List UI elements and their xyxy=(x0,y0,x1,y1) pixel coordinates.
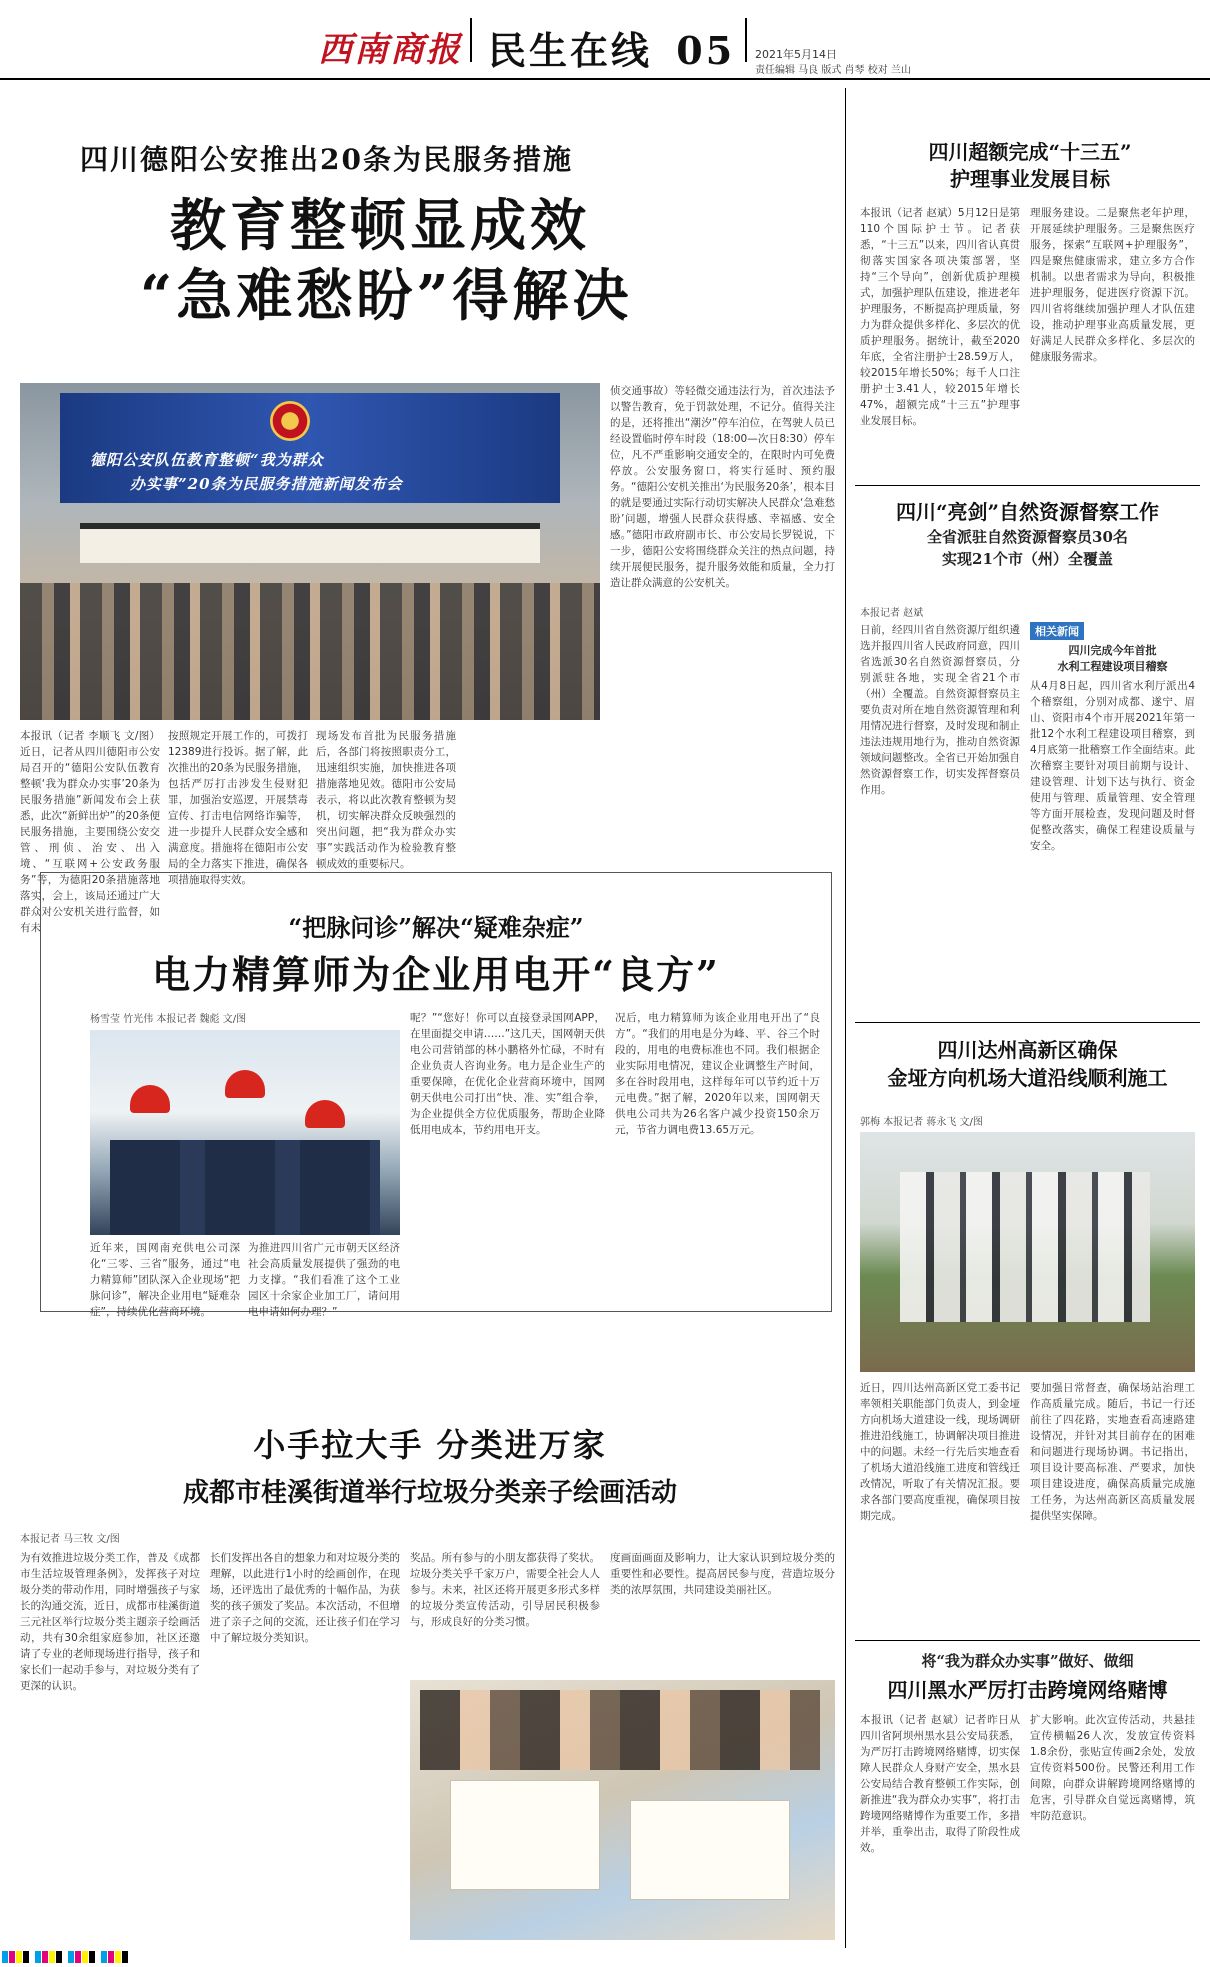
power-body-col1: 近年来，国网南充供电公司深化“三零、三省”服务，通过“电力精算师”团队深入企业现场“把脉问诊”，解决企业用电“疑难杂症”，持续优化营商环境。 xyxy=(90,1242,240,1318)
masthead-divider xyxy=(470,18,472,62)
power-headline: 电力精算师为企业用电开“良方” xyxy=(152,952,720,997)
hardhat-2-icon xyxy=(225,1070,265,1098)
nursing-headline-1: 四川超额完成“十三五” xyxy=(928,140,1132,164)
kids-body-col2: 长们发挥出各自的想象力和对垃圾分类的理解，以此进行1小时的绘画创作，在现场，还评选出了最优秀的十幅作品，为获奖的孩子颁发了奖品。本次活动，不但增进了亲子之间的交流，还让孩子们在学习中了解垃圾分类知识。 xyxy=(210,1552,400,1644)
masthead-rule xyxy=(0,78,1210,80)
kids-body-col3: 奖品。所有参与的小朋友都获得了奖状。垃圾分类关乎千家万户，需要全社会人人参与。未来，社区还将开展更多形式多样的垃圾分类宣传活动，引导居民积极参与，形成良好的分类习惯。 xyxy=(410,1552,600,1628)
power-byline: 杨雪莹 竹光伟 本报记者 魏彪 文/图 xyxy=(90,1014,247,1025)
power-body-col4: 况后，电力精算师为该企业用电开出了“良方”。“我们的用电是分为峰、平、谷三个时段的，用电的电费标准也不同。我们根据企业实际用电情况，建议企业调整生产时间，多在谷时段用电，这样每年可以节约近十万元电费。”据了解，2020年以来，国网朝天供电公司共为26名客户减少投资150余万元，节省力调电费13.65万元。 xyxy=(615,1012,820,1136)
dazhou-headline-2: 金垭方向机场大道沿线顺利施工 xyxy=(887,1066,1168,1090)
masthead-divider-2 xyxy=(745,18,747,62)
lead-body-col4: 侦交通事故）等轻微交通违法行为，首次违法予以警告教育，免于罚款处理，不记分。值得关注的是，还将推出“潮汐”停车泊位，在驾驶人员已经设置临时停车时段（18:00—次日8:30）停车位，凡不严重影响交通安全的，在限时内可免费停放。公安服务窗口，将实行延时、预约服务。“德阳公安机关推出‘为民服务20条’，根本目的就是要通过实际行动切实解决人民群众‘急难愁盼’问题，增强人民群众获得感、幸福感、安全感。”德阳市政府副市长、市公安局长罗锐说，下一步，德阳公安将围绕群众关注的热点问题，持续开展便民服务，提升服务效能和质量，全力打造让群众满意的公安机关。 xyxy=(610,385,835,589)
kids-subheadline: 成都市桂溪街道举行垃圾分类亲子绘画活动 xyxy=(182,1478,677,1508)
police-emblem-icon xyxy=(270,401,310,441)
power-engineers-photo xyxy=(90,1030,400,1235)
nursing-body-a: 本报讯（记者 赵斌）5月12日是第110个国际护士节。记者获悉，“十三五”以来，四川省认真贯彻落实国家各项决策部署，坚持“三个导向”，创新优质护理模式，加强护理队伍建设，推进老年护理服务，不断提高护理质量，努力为群众提供多样化、多层次的优质护理服务。据统计，截至2020年底，全省注册护士28.59万人，较2015年增长50%；每千人口注册护士3.41人，较2015年增长47%，超额完成“十三五”护理事业发展目标。 xyxy=(860,207,1020,427)
masthead xyxy=(0,0,1210,78)
lead-headline-2: “急难愁盼”得解决 xyxy=(140,263,633,329)
related-body: 从4月8日起，四川省水利厅派出4个稽察组，分别对成都、遂宁、眉山、资阳市4个市开展2021年第一批12个水利工程建设项目稽察，到4月底第一批稽察工作全面结束。此次稽察主要针对项目前期与设计、建设管理、计划下达与执行、资金使用与管理、质量管理、安全管理等方面开展检查，发现问题及时督促整改落实，确保工程建设质量与安全。 xyxy=(1030,680,1195,852)
resource-sub-1: 全省派驻自然资源督察员30名 xyxy=(927,528,1128,546)
resource-body: 日前，经四川省自然资源厅组织遴选并报四川省人民政府同意，四川省选派30名自然资源督察员，分别派驻各地，实现全省21个市（州）全覆盖。自然资源督察员主要负责对所在地自然资源管理和利用情况进行督察，及时发现和制止违法违规用地行为，推动自然资源领域问题整改。全省已开始加强自然资源督察工作，切实发挥督察员作用。 xyxy=(860,624,1020,796)
editors-credit: 责任编辑 马良 版式 肖琴 校对 兰山 xyxy=(755,65,911,76)
drawing-paper-1 xyxy=(450,1780,600,1890)
heishui-kicker: 将“我为群众办实事”做好、做细 xyxy=(921,1652,1134,1670)
dazhou-body-col2: 要加强日常督查，确保场站治理工作高质量完成。随后，书记一行还前往了四花路，实地查看高速路建设情况，并针对其目前存在的困难和问题进行现场协调。书记指出，项目设计要高标准、严要求，加快项目建设进度，确保高质量完成施工任务，为达州高新区高质量发展提供坚实保障。 xyxy=(1030,1382,1195,1522)
hardhat-1-icon xyxy=(130,1085,170,1113)
dazhou-body-col1: 近日，四川达州高新区党工委书记率领相关职能部门负责人，到金垭方向机场大道建设一线，现场调研推进沿线施工，协调解决项目推进中的问题。未经一行先后实地查看了机场大道沿线施工进度和管线迁改情况，听取了有关情况汇报。要求各部门要高度重视，确保项目按期完成。 xyxy=(860,1382,1020,1522)
stage-backdrop xyxy=(60,393,560,503)
related-title-1: 四川完成今年首批 xyxy=(1068,644,1157,657)
rule-resource xyxy=(855,1022,1200,1023)
hardhat-3-icon xyxy=(305,1100,345,1128)
resource-sub-2: 实现21个市（州）全覆盖 xyxy=(942,550,1113,568)
column-divider-right xyxy=(845,88,846,1948)
power-kicker: “把脉问诊”解决“疑难杂症” xyxy=(288,913,584,942)
power-body-col3: 呢？”“您好！你可以直接登录国网APP，在里面提交申请……”这几天，国网朝天供电公司营销部的林小鹏格外忙碌，不时有企业负责人咨询业务。电力是企业生产的重要保障，在优化企业营商环境中，国网朝天供电公司打出“快、准、实”组合拳，为企业提供全方位优质服务，帮助企业降低用电成本，节约用电开支。 xyxy=(410,1012,605,1136)
head-table xyxy=(80,523,540,563)
lead-body-col1: 本报讯（记者 李顺飞 文/图）近日，记者从四川德阳市公安局召开的“德阳公安队伍教育整顿‘我为群众办实事’20条为民服务措施”新闻发布会上获悉，此次“新鲜出炉”的20条便民服务措施，主要围绕公安交管、刑侦、治安、出入境、“互联网+公安政务服务”等，为德阳20条措施落地落实，会上，该局还通过广大群众对公安机关进行监督，如有未 xyxy=(20,730,160,934)
kids-body-col4: 度画面画面及影响力，让大家认识到垃圾分类的重要性和必要性。提高居民参与度，营造垃圾分类的浓厚氛围，共同建设美丽社区。 xyxy=(610,1552,835,1596)
resource-byline: 本报记者 赵斌 xyxy=(860,608,924,619)
lead-headline-1: 教育整顿显成效 xyxy=(170,193,590,259)
kids-body-col1: 为有效推进垃圾分类工作，普及《成都市生活垃圾管理条例》，发挥孩子对垃圾分类的带动作用，同时增强孩子与家长的沟通交流，近日，成都市桂溪街道三元社区举行垃圾分类主题亲子绘画活动，共有30余组家庭参加，社区还邀请了专业的老师现场进行指导，孩子和家长们一起动手参与，对垃圾分类有了更深的认识。 xyxy=(20,1552,200,1692)
children-heads xyxy=(420,1690,820,1770)
paper-name-logo: 西南商报 xyxy=(318,30,462,70)
section-title-text: 民生在线 xyxy=(488,28,653,73)
kids-headline: 小手拉大手 分类进万家 xyxy=(253,1426,607,1464)
lead-body-col3: 现场发布首批为民服务措施后，各部门将按照职责分工，迅速组织实施，加快推进各项措施落地见效。德阳市公安局表示，将以此次教育整顿为契机，切实解决群众反映强烈的突出问题，把“我为群众办实事”实践活动作为检验教育整顿成效的重要标尺。 xyxy=(316,730,456,870)
nursing-headline-2: 护理事业发展目标 xyxy=(950,167,1110,191)
rule-dazhou xyxy=(855,1640,1200,1641)
officials-group xyxy=(900,1172,1150,1322)
issue-date: 2021年5月14日 xyxy=(755,48,837,61)
lead-body-col2: 按照规定开展工作的，可拨打12389进行投诉。据了解，此次推出的20条为民服务措施，包括严厉打击涉发生侵财犯罪，加强治安巡逻，开展禁毒宣传、打击电信网络诈骗等，进一步提升人民群众安全感和满意度。措施将在德阳市公安局的全力落实下推进，确保各项措施取得实效。 xyxy=(168,730,308,886)
section-title xyxy=(488,20,735,75)
color-registration-strip xyxy=(2,1948,982,1962)
engineers-uniforms xyxy=(110,1140,380,1235)
dazhou-site-photo xyxy=(860,1132,1195,1372)
backdrop-text-2: 办实事”20条为民服务措施新闻发布会 xyxy=(130,475,403,493)
heishui-body-col1: 本报讯（记者 赵斌）记者昨日从四川省阿坝州黑水县公安局获悉，为严厉打击跨境网络赌博，切实保障人民群众人身财产安全，黑水县公安局结合教育整顿工作实际，创新推进“我为群众办实事”，将打击跨境网络赌博作为重要工作，多措并举，重拳出击，取得了阶段性成效。 xyxy=(860,1714,1020,1854)
related-news-tag: 相关新闻 xyxy=(1030,622,1084,640)
heishui-headline: 四川黑水严厉打击跨境网络赌博 xyxy=(887,1678,1168,1702)
dazhou-byline: 郭梅 本报记者 蒋永飞 文/图 xyxy=(860,1117,983,1128)
related-title-2: 水利工程建设项目稽察 xyxy=(1057,660,1168,673)
lead-kicker: 四川德阳公安推出20条为民服务措施 xyxy=(80,143,573,176)
backdrop-text-1: 德阳公安队伍教育整顿“我为群众 xyxy=(90,451,324,469)
rule-nursing xyxy=(855,485,1200,486)
page-number: 05 xyxy=(676,28,736,73)
drawing-paper-2 xyxy=(630,1800,790,1900)
nursing-body-b: 理服务建设。二是聚焦老年护理，开展延续护理服务。三是聚焦医疗服务，探索“互联网+护理服务”，四是聚焦健康需求，建立多方合作机制。以患者需求为导向，积极推进护理服务，促进医疗资源下沉。四川省将继续加强护理人才队伍建设，推动护理事业高质量发展，更好满足人民群众多样化、多层次的健康服务需求。 xyxy=(1030,207,1195,363)
lead-press-conference-photo xyxy=(20,383,600,720)
dazhou-headline-1: 四川达州高新区确保 xyxy=(937,1038,1118,1062)
kids-byline: 本报记者 马三牧 文/图 xyxy=(20,1534,120,1545)
kids-drawing-photo xyxy=(410,1680,835,1940)
resource-headline: 四川“亮剑”自然资源督察工作 xyxy=(895,500,1159,524)
audience-rows xyxy=(20,583,600,720)
power-body-col2: 为推进四川省广元市朝天区经济社会高质量发展提供了强劲的电力支撑。“我们看准了这个工业园区十余家企业加工厂，请问用电申请如何办理？” xyxy=(248,1242,400,1318)
heishui-body-col2: 扩大影响。此次宣传活动，共悬挂宣传横幅26人次，发放宣传资料1.8余份，张贴宣传画2余处，发放宣传资料500份。民警还利用工作间隙，向群众讲解跨境网络赌博的危害，引导群众自觉远离赌博，筑牢防范意识。 xyxy=(1030,1714,1195,1822)
